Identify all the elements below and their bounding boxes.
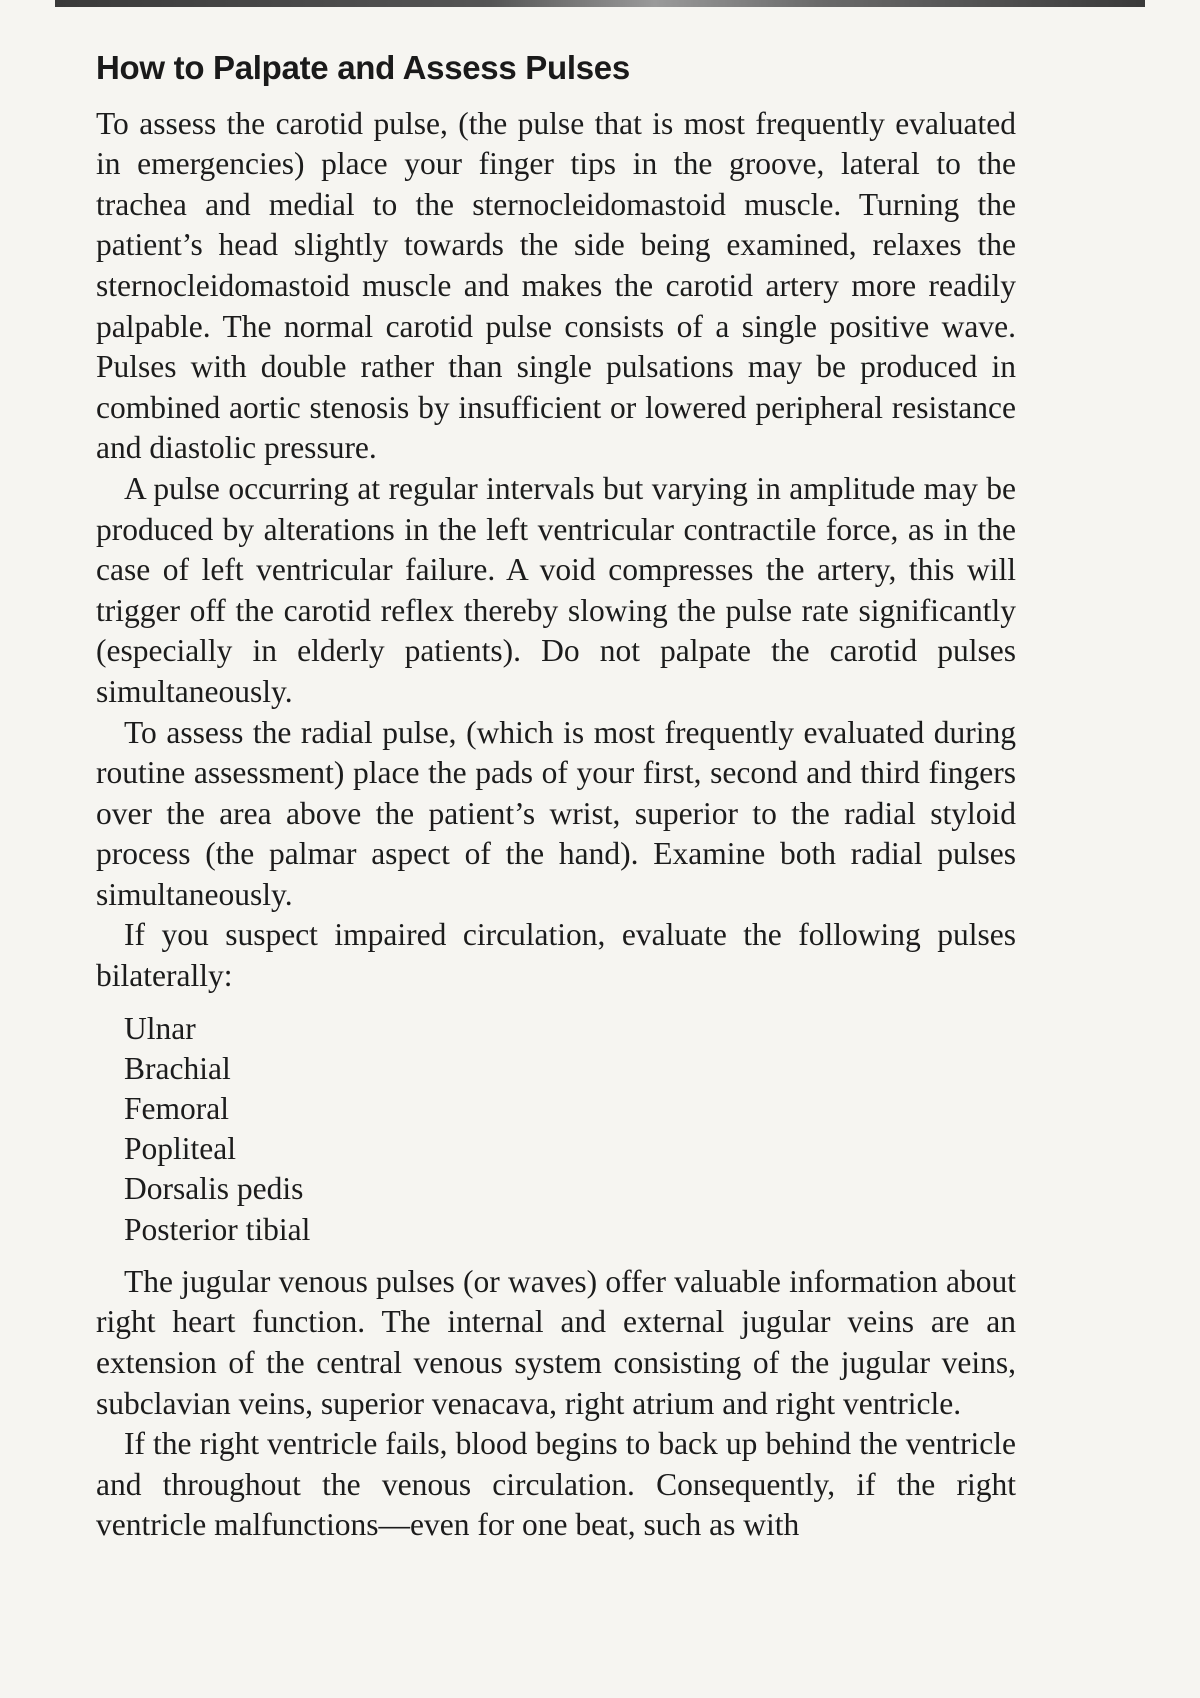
list-item: Popliteal [124,1131,236,1167]
paragraph-radial-pulse: To assess the radial pulse, (which is most frequently evaluated during routine assessment) place the pads of your first, second and third fingers over the area above the patient’s wrist, superior to the radial styloid process (the palmar aspect of the hand). Examine both radial pulses simultaneously. [96,714,1016,912]
list-item: Posterior tibial [124,1211,311,1247]
list-item: Femoral [124,1091,229,1127]
section-heading: How to Palpate and Assess Pulses [96,49,630,86]
page-top-edge [55,0,1145,7]
list-item: Ulnar [124,1010,196,1046]
document-page [96,48,1016,1546]
list-item: Brachial [124,1050,231,1086]
paragraph-carotid-pulse: To assess the carotid pulse, (the pulse that is most frequently evaluated in emergencies) place your finger tips in the groove, lateral to the trachea and medial to the sternocleidomastoid muscle. Turning the patient’s head slightly towards the side being examined, relaxes the sternocleidomastoid muscle and makes the carotid artery more readily palpable. The normal carotid pulse consists of a single positive wave. Pulses with double rather than single pulsations may be produced in combined aortic stenosis by insufficient or lowered peripheral resistance and diastolic pressure. [96,105,1016,466]
paragraph-right-ventricle: If the right ventricle fails, blood begins to back up behind the ventricle and throughout the venous circulation. Consequently, if the right ventricle malfunctions—even for one beat, such as with [96,1426,1016,1543]
list-item: Dorsalis pedis [124,1171,304,1207]
paragraph-pulse-amplitude: A pulse occurring at regular intervals but varying in amplitude may be produced by alterations in the left ventricular contractile force, as in the case of left ventricular failure. A void compresses the artery, this will trigger off the carotid reflex thereby slowing the pulse rate significantly (especially in elderly patients). Do not palpate the carotid pulses simultaneously. [96,470,1016,709]
pulse-list [124,1009,1016,1250]
paragraph-impaired-circulation: If you suspect impaired circulation, evaluate the following pulses bilaterally: [96,917,1016,994]
paragraph-jugular-venous: The jugular venous pulses (or waves) offer valuable information about right heart function. The internal and external jugular veins are an extension of the central venous system consisting of the jugular veins, subclavian veins, superior venacava, right atrium and right ventricle. [96,1263,1016,1421]
